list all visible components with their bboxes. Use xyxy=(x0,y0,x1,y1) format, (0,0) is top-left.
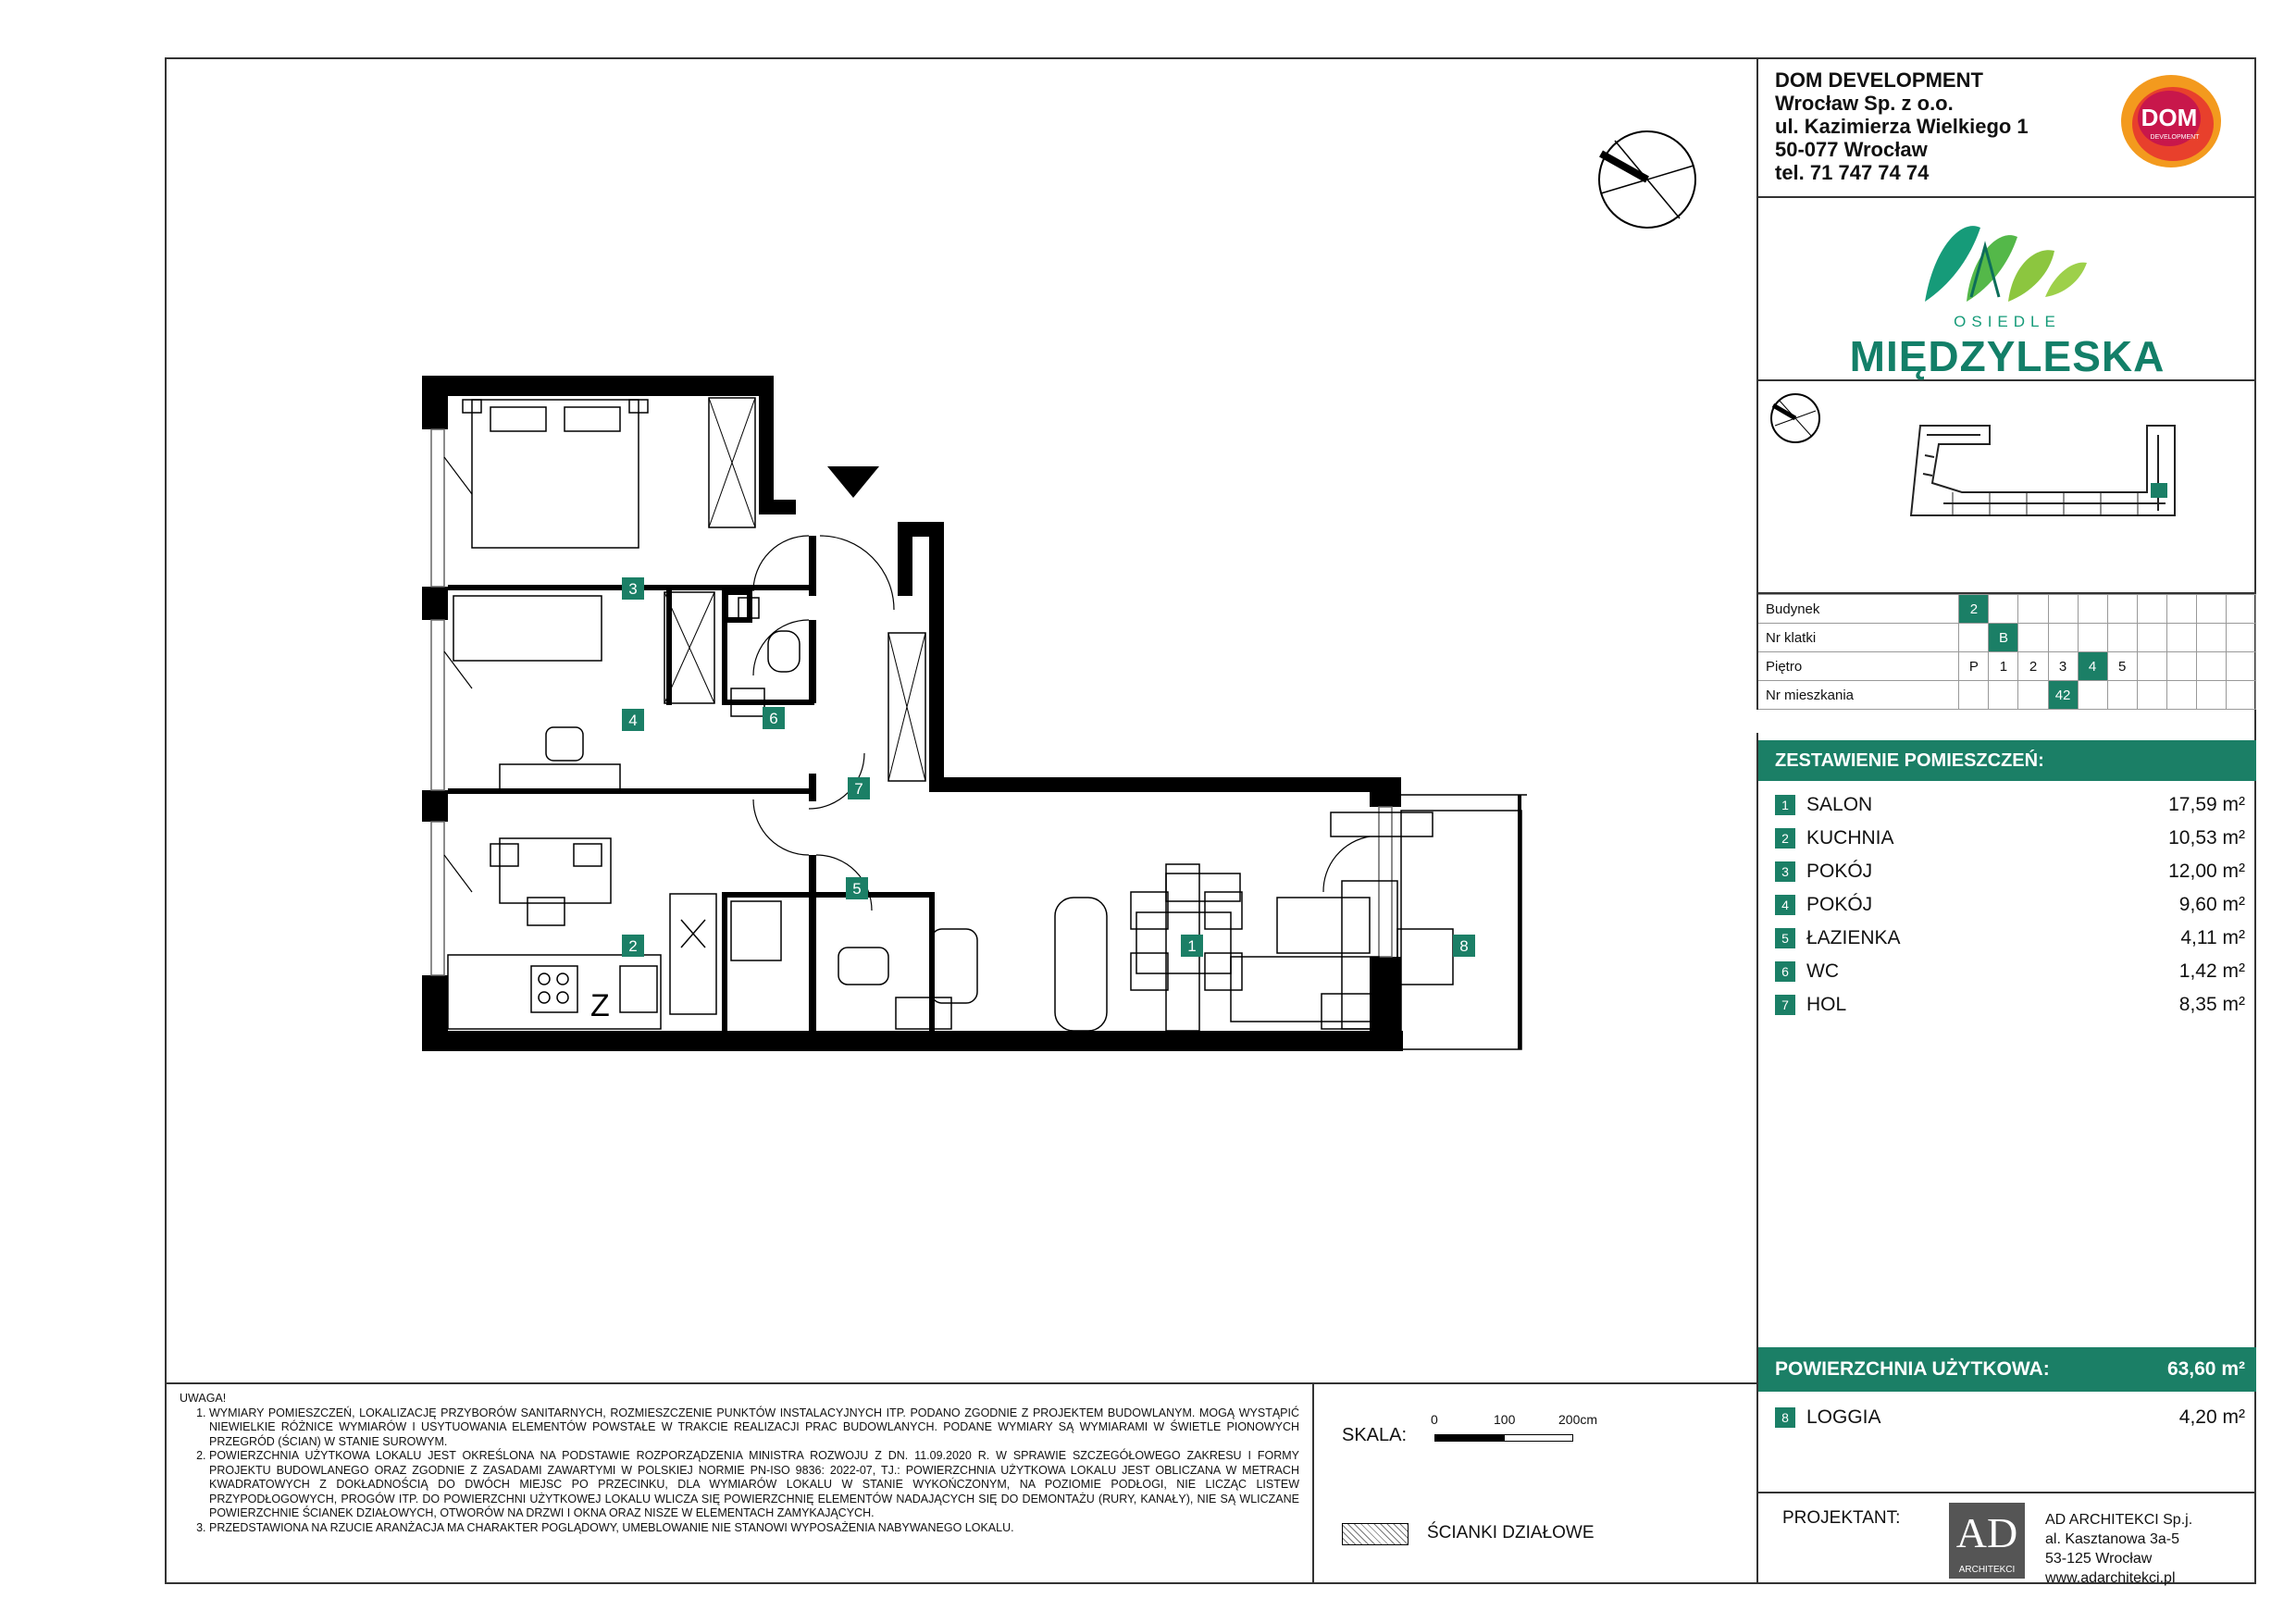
floor-row xyxy=(1757,652,2256,681)
company-block xyxy=(1756,59,2256,198)
room-7-label: 7 xyxy=(854,780,863,798)
scale-legend-block xyxy=(1314,1382,1756,1584)
room-name: HOL xyxy=(1806,994,1847,1015)
room-area: 10,53 m² xyxy=(2168,827,2245,849)
bed-icon xyxy=(463,400,648,548)
designer-address xyxy=(2045,1510,2192,1588)
scale-tick-100: 100 xyxy=(1494,1412,1516,1427)
room-name: POKÓJ xyxy=(1806,861,1873,882)
site-map xyxy=(1758,381,2254,590)
company-phone: tel. 71 747 74 74 xyxy=(1775,161,1930,184)
room-number: 1 xyxy=(1775,795,1795,815)
floor-5: 5 xyxy=(2107,652,2137,681)
apartment-row xyxy=(1757,681,2256,710)
apartment-location-marker xyxy=(2151,483,2167,498)
ad-logo-sub: ARCHITEKCI xyxy=(1958,1565,2016,1575)
loggia-number: 8 xyxy=(1775,1407,1795,1428)
brand-prefix: OSIEDLE xyxy=(1954,313,2061,330)
room-area: 1,42 m² xyxy=(2178,960,2245,982)
building-value: 2 xyxy=(1959,595,1989,624)
room-row xyxy=(1775,888,2245,922)
room-area: 17,59 m² xyxy=(2168,794,2245,815)
loggia-area: 4,20 m² xyxy=(2178,1406,2245,1428)
rooms-header: ZESTAWIENIE POMIESZCZEŃ: xyxy=(1758,740,2256,781)
dom-logo-text: DOM xyxy=(2141,104,2198,131)
company-name: DOM DEVELOPMENT xyxy=(1775,68,1983,92)
room-1-label: 1 xyxy=(1187,937,1197,955)
room-area: 12,00 m² xyxy=(2168,861,2245,882)
scale-bar xyxy=(1434,1434,1573,1442)
room-name: SALON xyxy=(1806,794,1873,815)
room-name: WC xyxy=(1806,960,1839,982)
designer-street: al. Kasztanowa 3a-5 xyxy=(2045,1531,2179,1547)
company-line2: ul. Kazimierza Wielkiego 1 xyxy=(1775,115,2029,138)
designer-city: 53-125 Wrocław xyxy=(2045,1551,2153,1567)
apartment-label: Nr mieszkania xyxy=(1757,681,1959,710)
room-number: 2 xyxy=(1775,828,1795,849)
ad-architekci-logo xyxy=(1949,1503,2025,1579)
room-number: 5 xyxy=(1775,928,1795,948)
room-2-label: 2 xyxy=(628,937,638,955)
building-label: Budynek xyxy=(1757,595,1959,624)
floor-4: 4 xyxy=(2078,652,2107,681)
entrance-marker-icon xyxy=(827,466,879,498)
plan-sheet xyxy=(165,57,2256,1584)
room-row xyxy=(1775,922,2245,955)
room-name: ŁAZIENKA xyxy=(1806,927,1901,948)
room-row xyxy=(1775,822,2245,855)
dom-development-logo xyxy=(2116,70,2227,172)
note-item: 3. PRZEDSTAWIONA NA RZUCIE ARANŻACJA MA CHARAKTER POGLĄDOWY, UMEBLOWANIE NIE STANOWI WYPOSAŻENIA NABYWANEGO LOKALU. xyxy=(209,1521,1299,1536)
room-area: 9,60 m² xyxy=(2178,894,2245,915)
partition-walls-label: ŚCIANKI DZIAŁOWE xyxy=(1427,1523,1595,1542)
loggia-block xyxy=(1756,1392,2256,1493)
scale-tick-200: 200cm xyxy=(1558,1412,1598,1427)
total-area: 63,60 m² xyxy=(2166,1358,2245,1380)
room-area: 4,11 m² xyxy=(2180,927,2245,948)
dom-logo-sub: DEVELOPMENT xyxy=(2150,134,2200,141)
company-line1: Wrocław Sp. z o.o. xyxy=(1775,92,1954,115)
room4-furniture xyxy=(453,596,620,792)
room-name: POKÓJ xyxy=(1806,894,1873,915)
usable-area-total xyxy=(1756,1347,2256,1392)
notes-block xyxy=(167,1382,1314,1584)
apartment-info-table xyxy=(1756,594,2256,710)
staircase-value: B xyxy=(1989,624,2018,652)
north-arrow-icon xyxy=(1599,131,1695,228)
building-locator xyxy=(1756,381,2256,594)
floor-3: 3 xyxy=(2048,652,2078,681)
scale-tick-0: 0 xyxy=(1431,1412,1438,1427)
designer-label: PROJEKTANT: xyxy=(1782,1508,1901,1528)
room-row xyxy=(1775,955,2245,988)
total-label: POWIERZCHNIA UŻYTKOWA: xyxy=(1775,1358,2050,1380)
room-number: 6 xyxy=(1775,961,1795,982)
room-number: 7 xyxy=(1775,995,1795,1015)
room-area: 8,35 m² xyxy=(2178,994,2245,1015)
kitchen-furniture xyxy=(448,838,716,1029)
loggia-row xyxy=(1775,1401,2245,1434)
room-row xyxy=(1775,855,2245,888)
floor-2: 2 xyxy=(2018,652,2048,681)
stove-letter: Z xyxy=(590,988,610,1023)
room-number-badges xyxy=(622,577,1475,957)
note-item: 2. POWIERZCHNIA UŻYTKOWA LOKALU JEST OKREŚLONA NA PODSTAWIE ROZPORZĄDZENIA MINISTRA ROZWOJU Z DN. 11.09.2020 R. W SPRAWIE SZCZEGÓŁOWEGO ZAKRESU I FORMY PROJEKTU BUDOWLANEGO ORAZ ZGODNIE Z ZASADAMI ZAWARTYMI W POLSKIEJ NORMIE PN-ISO 9836: 2022-07, TJ.: POWIERZCHNIA UŻYTKOWA LOKALU JEST OBLICZANA W METRACH KWADRATOWYCH Z DOKŁADNOŚCIĄ DO DWÓCH MIEJSC PO PRZECINKU, DLA WYMIARÓW LOKALU W STANIE WYKOŃCZONYM, NA POZIOMIE PODŁOGI, NIE LICZĄC LISTEW PRZYPODŁOGOWYCH, PROGÓW ITP. DO POWIERZCHNI UŻYTKOWEJ LOKALU WLICZA SIĘ POWIERZCHNIĘ ELEMENTÓW NADAJĄCYCH SIĘ DO DEMONTAŻU (RURY, KANAŁY), NIE SĄ WLICZANE POWIERZCHNIE ŚCIANEK DZIAŁOWYCH, OTWORÓW NA DRZWI I OKNA ORAZ NISZE W ELEMENTACH ZAMYKAJĄCYCH. xyxy=(209,1449,1299,1521)
room-number: 4 xyxy=(1775,895,1795,915)
loggia-outline xyxy=(1401,795,1527,1049)
brand-name: MIĘDZYLESKA xyxy=(1849,332,2166,380)
loggia-name: LOGGIA xyxy=(1806,1406,1881,1428)
floor-plan xyxy=(167,59,1756,1382)
staircase-row xyxy=(1757,624,2256,652)
ad-logo-text: AD xyxy=(1955,1509,2018,1556)
notes-title: UWAGA! xyxy=(180,1392,227,1405)
living-room-furniture xyxy=(1131,812,1453,1031)
leaf-logo-icon xyxy=(1916,209,2091,311)
floor-1: 1 xyxy=(1989,652,2018,681)
scale-label: SKALA: xyxy=(1342,1425,1408,1445)
apartment-value: 42 xyxy=(2048,681,2078,710)
room-row xyxy=(1775,988,2245,1022)
staircase-label: Nr klatki xyxy=(1757,624,1959,652)
project-brand xyxy=(1756,198,2256,381)
locator-north-arrow-icon xyxy=(1771,394,1819,442)
company-address xyxy=(1775,68,2029,184)
bathroom-fixtures xyxy=(731,598,1107,1031)
room-4-label: 4 xyxy=(628,712,638,729)
room-row xyxy=(1775,788,2245,822)
floor-p: P xyxy=(1959,652,1989,681)
designer-name: AD ARCHITEKCI Sp.j. xyxy=(2045,1512,2193,1528)
room-8-label: 8 xyxy=(1459,937,1469,955)
partition-walls-swatch xyxy=(1342,1523,1409,1545)
floor-label: Piętro xyxy=(1757,652,1959,681)
room-5-label: 5 xyxy=(852,880,862,898)
rooms-summary xyxy=(1756,733,2256,1347)
room-6-label: 6 xyxy=(769,710,778,727)
company-line3: 50-077 Wrocław xyxy=(1775,138,1928,161)
note-item: 1. WYMIARY POMIESZCZEŃ, LOKALIZACJĘ PRZYBORÓW SANITARNYCH, ROZMIESZCZENIE PUNKTÓW INSTALACYJNYCH ITP. PODANO ZGODNIE Z PROJEKTEM BUDOWLANYM. MOGĄ WYSTĄPIĆ NIEWIELKIE RÓŻNICE WYMIARÓW I USYTUOWANIA ELEMENTÓW POWSTAŁE W TRAKCIE REALIZACJI PRAC BUDOWLANYCH. PODANE WYMIARY SĄ WYMIARAMI W ŚWIETLE PIONOWYCH PRZEGRÓD (ŚCIAN) W STANIE SUROWYM. xyxy=(209,1406,1299,1450)
building-row xyxy=(1757,595,2256,624)
exterior-walls xyxy=(422,376,1403,1051)
designer-web: www.adarchitekci.pl xyxy=(2045,1570,2176,1586)
site-outline xyxy=(1911,426,2175,515)
room-number: 3 xyxy=(1775,861,1795,882)
room-name: KUCHNIA xyxy=(1806,827,1894,849)
room-3-label: 3 xyxy=(628,580,638,598)
designer-block xyxy=(1756,1493,2256,1584)
